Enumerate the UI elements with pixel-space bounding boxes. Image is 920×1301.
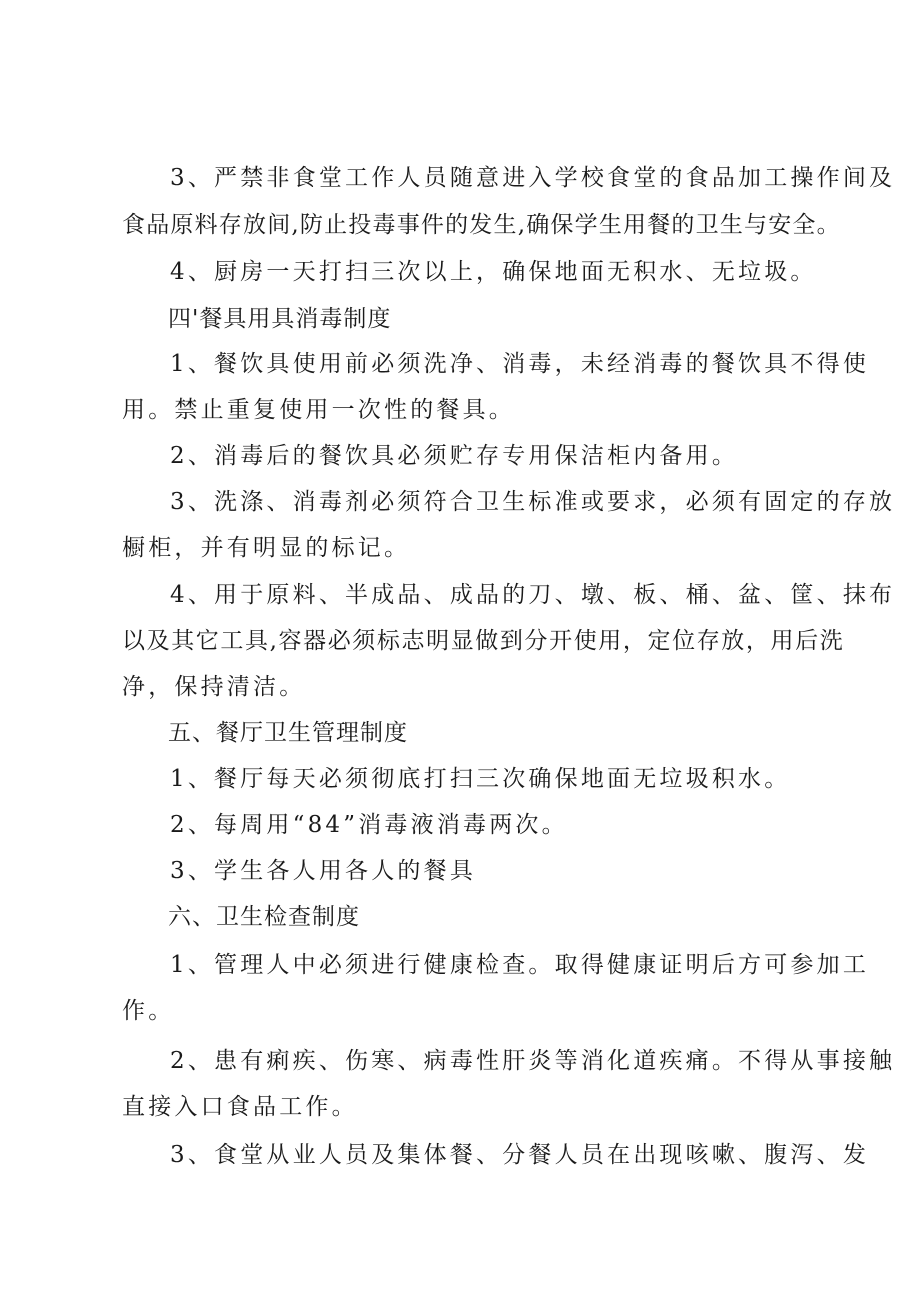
paragraph-line: 4、用于原料、半成品、成品的刀、墩、板、桶、盆、筐、抹布	[170, 582, 896, 608]
paragraph-line: 以及其它工具,容器必须标志明显做到分开使用，定位存放，用后洗	[122, 628, 845, 654]
paragraph-line: 3、洗涤、消毒剂必须符合卫生标准或要求，必须有固定的存放	[170, 489, 896, 515]
paragraph-line: 4、厨房一天打扫三次以上，确保地面无积水、无垃圾。	[170, 259, 817, 285]
paragraph-line: 3、严禁非食堂工作人员随意进入学校食堂的食品加工操作间及	[170, 165, 896, 191]
paragraph-line: 3、食堂从业人员及集体餐、分餐人员在出现咳嗽、腹泻、发	[170, 1142, 870, 1168]
paragraph-line: 直接入口食品工作。	[122, 1094, 358, 1120]
section-heading: 六、卫生检查制度	[168, 904, 360, 930]
paragraph-line: 1、餐厅每天必须彻底打扫三次确保地面无垃圾积水。	[170, 766, 791, 792]
paragraph-line: 净，保持清洁。	[122, 674, 306, 700]
paragraph-line: 2、消毒后的餐饮具必须贮存专用保洁柜内备用。	[170, 443, 739, 469]
section-heading: 五、餐厅卫生管理制度	[168, 720, 408, 746]
section-heading: 四'餐具用具消毒制度	[168, 306, 392, 332]
paragraph-line: 2、每周用“84”消毒液消毒两次。	[170, 812, 568, 838]
paragraph-line: 作。	[122, 998, 175, 1024]
paragraph-line: 3、学生各人用各人的餐具	[170, 858, 477, 884]
paragraph-line: 用。禁止重复使用一次性的餐具。	[122, 397, 515, 423]
paragraph-line: 1、管理人中必须进行健康检查。取得健康证明后方可参加工	[170, 952, 870, 978]
paragraph-line: 2、患有痢疾、伤寒、病毒性肝炎等消化道疾痛。不得从事接触	[170, 1048, 896, 1074]
paragraph-line: 1、餐饮具使用前必须洗净、消毒，未经消毒的餐饮具不得使	[170, 351, 870, 377]
paragraph-line: 橱柜，并有明显的标记。	[122, 535, 411, 561]
paragraph-line: 食品原料存放间,防止投毒事件的发生,确保学生用餐的卫生与安全。	[122, 212, 841, 238]
